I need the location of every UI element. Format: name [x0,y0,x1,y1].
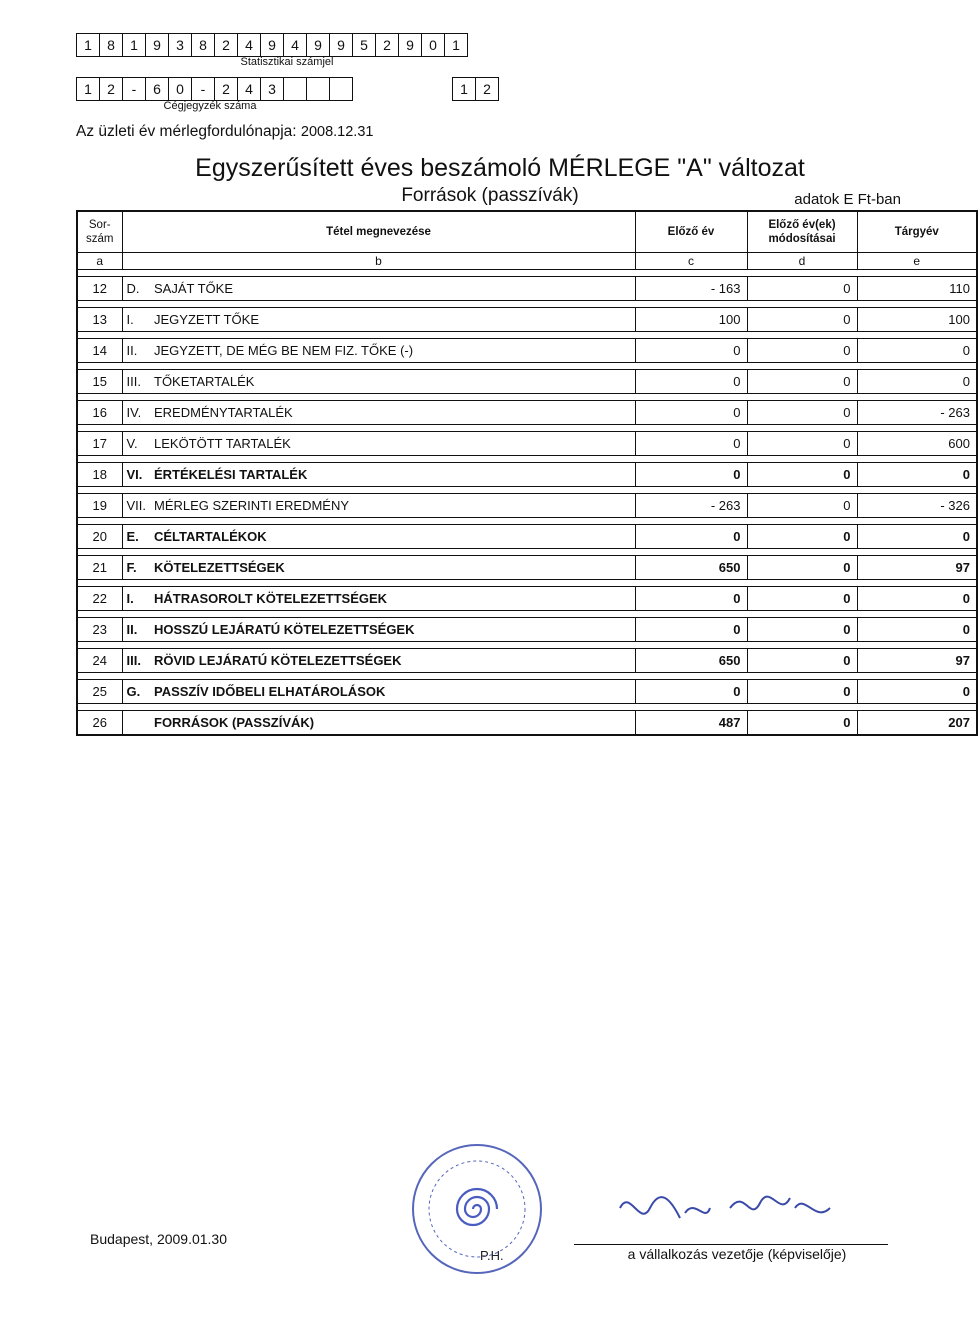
row-spacer [77,301,977,308]
row-modifications: 0 [747,277,857,301]
row-code: VI. [122,463,152,487]
row-number: 25 [77,680,122,704]
stat-number-digit-box: 9 [329,33,353,57]
letter-prev: c [635,253,747,270]
row-code: V. [122,432,152,456]
row-spacer [77,394,977,401]
row-code: I. [122,587,152,611]
row-previous-year: 0 [635,432,747,456]
row-modifications: 0 [747,432,857,456]
row-current-year: 600 [857,432,977,456]
row-current-year: 0 [857,370,977,394]
stat-number-digit-box: 0 [421,33,445,57]
page-subtitle: Források (passzívák) [401,185,579,206]
stat-number-digit-box: 4 [237,33,261,57]
row-previous-year: 0 [635,339,747,363]
row-modifications: 0 [747,401,857,425]
row-item-name: EREDMÉNYTARTALÉK [152,401,635,425]
row-previous-year: 650 [635,649,747,673]
row-previous-year: 0 [635,587,747,611]
row-item-name: PASSZÍV IDŐBELI ELHATÁROLÁSOK [152,680,635,704]
header-current-year: Tárgyév [857,211,977,253]
company-number-digit-box [306,77,330,101]
row-modifications: 0 [747,649,857,673]
header-sor: Sor-szám [77,211,122,253]
row-item-name: TŐKETARTALÉK [152,370,635,394]
row-current-year: 0 [857,587,977,611]
row-number: 23 [77,618,122,642]
table-row [77,432,977,456]
row-code: III. [122,370,152,394]
row-number: 24 [77,649,122,673]
row-code: D. [122,277,152,301]
page-title: Egyszerűsített éves beszámoló MÉRLEGE "A" változat [195,154,805,182]
company-number-digit-box: 1 [76,77,100,101]
row-previous-year: 487 [635,711,747,736]
row-number: 22 [77,587,122,611]
row-number: 12 [77,277,122,301]
place-date: Budapest, 2009.01.30 [90,1231,228,1247]
table-row [77,680,977,704]
row-item-name: HÁTRASOROLT KÖTELEZETTSÉGEK [152,587,635,611]
row-number: 14 [77,339,122,363]
row-item-name: HOSSZÚ LEJÁRATÚ KÖTELEZETTSÉGEK [152,618,635,642]
table-row [77,587,977,611]
stamp-seal-icon [408,1140,546,1278]
row-item-name: FORRÁSOK (PASSZÍVÁK) [152,711,635,736]
row-spacer [77,549,977,556]
row-modifications: 0 [747,370,857,394]
row-code: VII. [122,494,152,518]
row-number: 19 [77,494,122,518]
row-modifications: 0 [747,494,857,518]
row-previous-year: 0 [635,463,747,487]
row-previous-year: 0 [635,370,747,394]
balance-date-label: Az üzleti év mérlegfordulónapja: [76,123,297,140]
stat-number-digit-box: 8 [99,33,123,57]
row-code: III. [122,649,152,673]
signature-line [574,1244,888,1245]
company-number-digit-box: 2 [99,77,123,101]
row-current-year: 0 [857,680,977,704]
stat-number-digit-box: 9 [306,33,330,57]
company-number-digit-box: 2 [214,77,238,101]
row-previous-year: - 163 [635,277,747,301]
row-current-year: - 263 [857,401,977,425]
row-spacer [77,332,977,339]
stat-number-digit-box: 2 [214,33,238,57]
row-spacer [77,270,977,277]
row-previous-year: 0 [635,618,747,642]
row-current-year: - 326 [857,494,977,518]
company-number-digit-box: 3 [260,77,284,101]
header-item-name: Tétel megnevezése [122,211,635,253]
company-number-digit-box: 4 [237,77,261,101]
row-previous-year: 0 [635,680,747,704]
table-row [77,556,977,580]
company-number-digit-box [283,77,307,101]
row-number: 15 [77,370,122,394]
letter-curr: e [857,253,977,270]
row-code: IV. [122,401,152,425]
company-number-digit-box: - [122,77,146,101]
header-modifications: Előző év(ek) módosításai [747,211,857,253]
stat-number-digit-box: 2 [375,33,399,57]
table-row [77,308,977,332]
units-label: adatok E Ft-ban [794,191,901,208]
table-row [77,401,977,425]
row-code: E. [122,525,152,549]
stat-number-digit-box: 3 [168,33,192,57]
row-previous-year: 0 [635,401,747,425]
row-modifications: 0 [747,711,857,736]
row-code: F. [122,556,152,580]
row-number: 17 [77,432,122,456]
row-number: 20 [77,525,122,549]
table-row [77,494,977,518]
row-spacer [77,673,977,680]
row-item-name: MÉRLEG SZERINTI EREDMÉNY [152,494,635,518]
stat-number-caption: Statisztikai számjel [240,56,334,68]
table-row [77,711,977,736]
row-modifications: 0 [747,525,857,549]
row-spacer [77,363,977,370]
balance-date-value: 2008.12.31 [300,124,374,140]
row-number: 26 [77,711,122,736]
row-spacer [77,642,977,649]
balance-sheet-table [76,210,978,736]
stat-number-digit-box: 1 [122,33,146,57]
table-row [77,463,977,487]
row-spacer [77,518,977,525]
row-number: 18 [77,463,122,487]
row-spacer [77,456,977,463]
row-current-year: 207 [857,711,977,736]
row-item-name: ÉRTÉKELÉSI TARTALÉK [152,463,635,487]
row-spacer [77,487,977,494]
table-row [77,525,977,549]
row-current-year: 0 [857,339,977,363]
row-current-year: 100 [857,308,977,332]
row-modifications: 0 [747,308,857,332]
row-code: II. [122,618,152,642]
table-row [77,277,977,301]
letter-name: b [122,253,635,270]
row-spacer [77,425,977,432]
balance-date [76,123,373,141]
row-item-name: SAJÁT TŐKE [152,277,635,301]
stat-number-boxes [76,33,468,57]
row-previous-year: 100 [635,308,747,332]
signature-mark [610,1178,840,1248]
stat-number-digit-box: 9 [145,33,169,57]
table-row [77,370,977,394]
row-item-name: JEGYZETT, DE MÉG BE NEM FIZ. TŐKE (-) [152,339,635,363]
row-number: 16 [77,401,122,425]
row-current-year: 110 [857,277,977,301]
letter-mod: d [747,253,857,270]
row-item-name: JEGYZETT TŐKE [152,308,635,332]
row-current-year: 97 [857,649,977,673]
row-current-year: 97 [857,556,977,580]
row-current-year: 0 [857,463,977,487]
row-modifications: 0 [747,587,857,611]
row-code: II. [122,339,152,363]
row-current-year: 0 [857,525,977,549]
table-row [77,339,977,363]
company-number-caption: Cégjegyzék száma [163,100,257,112]
company-number-suffix-digit-box: 2 [475,77,499,101]
row-modifications: 0 [747,339,857,363]
row-previous-year: 650 [635,556,747,580]
company-number-boxes [76,77,353,101]
table-row [77,618,977,642]
row-item-name: CÉLTARTALÉKOK [152,525,635,549]
row-code: G. [122,680,152,704]
table-row [77,649,977,673]
stat-number-digit-box: 8 [191,33,215,57]
row-code [122,711,152,736]
row-item-name: KÖTELEZETTSÉGEK [152,556,635,580]
company-number-digit-box: 6 [145,77,169,101]
row-item-name: LEKÖTÖTT TARTALÉK [152,432,635,456]
stat-number-digit-box: 5 [352,33,376,57]
row-item-name: RÖVID LEJÁRATÚ KÖTELEZETTSÉGEK [152,649,635,673]
row-code: I. [122,308,152,332]
company-number-suffix-digit-box: 1 [452,77,476,101]
letter-sor: a [77,253,122,270]
stat-number-digit-box: 9 [260,33,284,57]
row-spacer [77,704,977,711]
row-spacer [77,580,977,587]
company-number-digit-box: - [191,77,215,101]
row-spacer [77,611,977,618]
row-modifications: 0 [747,680,857,704]
row-previous-year: - 263 [635,494,747,518]
stat-number-digit-box: 9 [398,33,422,57]
company-stamp [408,1140,546,1278]
row-previous-year: 0 [635,525,747,549]
handwritten-signature-icon [610,1178,840,1248]
stat-number-digit-box: 1 [444,33,468,57]
row-modifications: 0 [747,556,857,580]
stat-number-digit-box: 4 [283,33,307,57]
row-modifications: 0 [747,618,857,642]
company-number-digit-box: 0 [168,77,192,101]
stat-number-digit-box: 1 [76,33,100,57]
row-number: 21 [77,556,122,580]
header-previous-year: Előző év [635,211,747,253]
row-number: 13 [77,308,122,332]
stamp-label: P.H. [480,1248,504,1263]
row-modifications: 0 [747,463,857,487]
company-number-digit-box [329,77,353,101]
row-current-year: 0 [857,618,977,642]
company-number-suffix-boxes [452,77,499,101]
signature-label: a vállalkozás vezetője (képviselője) [627,1246,847,1262]
